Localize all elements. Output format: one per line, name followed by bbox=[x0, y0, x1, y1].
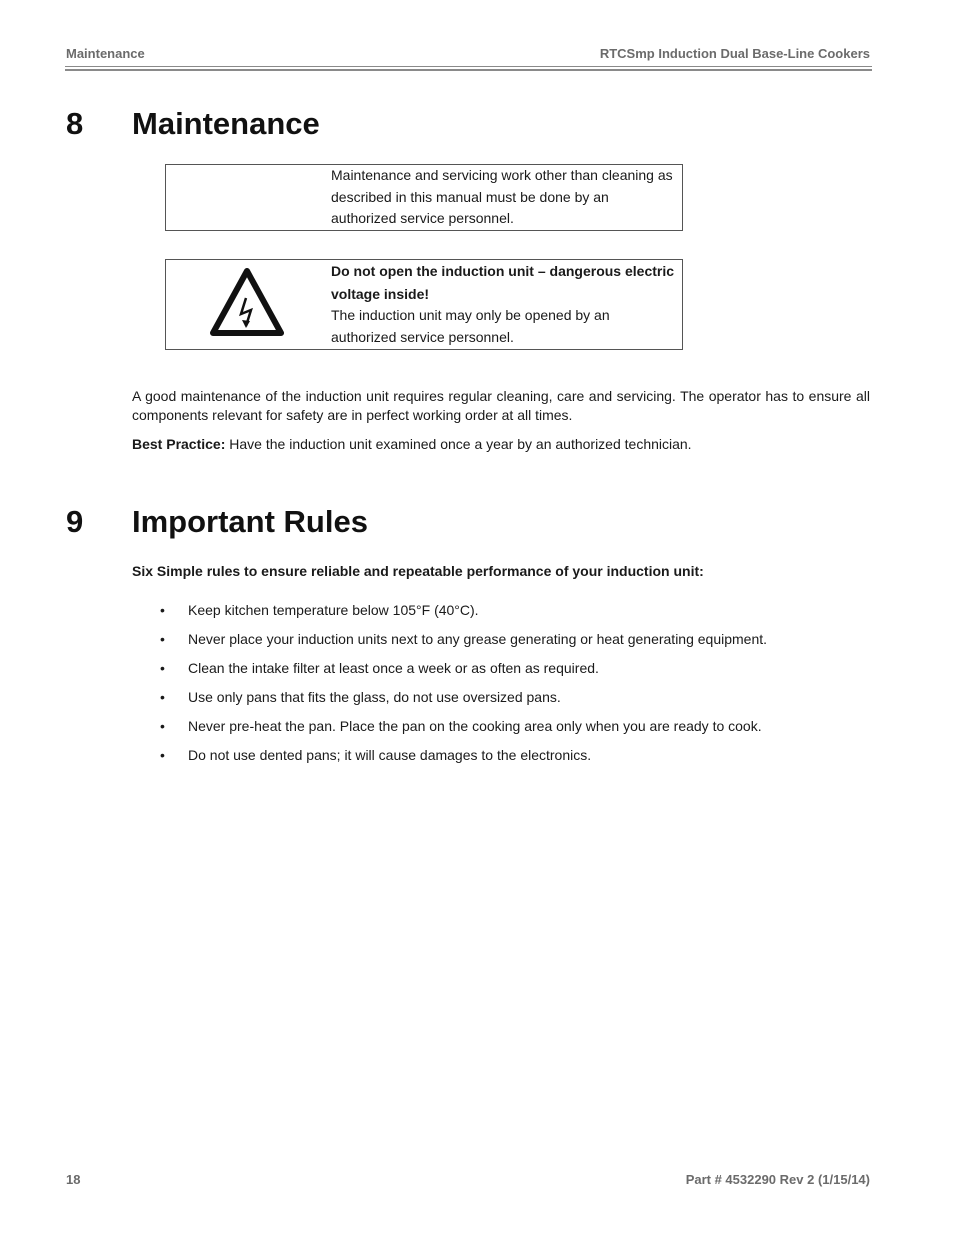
section-number: 8 bbox=[66, 106, 84, 141]
rule-text: Never pre-heat the pan. Place the pan on the cooking area only when you are ready to cook. bbox=[188, 718, 762, 734]
rule-text: Keep kitchen temperature below 105°F (40°C). bbox=[188, 602, 479, 618]
page-number: 18 bbox=[66, 1172, 81, 1187]
section-9-heading bbox=[66, 504, 566, 544]
warning-text bbox=[331, 260, 674, 348]
running-header-title: RTCSmp Induction Dual Base-Line Cookers bbox=[599, 46, 870, 61]
section-title: Maintenance bbox=[132, 106, 320, 141]
rule-text: Do not use dented pans; it will cause damages to the electronics. bbox=[188, 747, 592, 763]
maintenance-paragraph: A good maintenance of the induction unit requires regular cleaning, care and servicing. The operator has to ensure all components relevant for safety are in perfect working order at all times. bbox=[132, 388, 870, 423]
list-item bbox=[160, 717, 860, 746]
electric-hazard-warning-icon bbox=[210, 268, 284, 336]
warning-box-voltage bbox=[165, 259, 683, 350]
part-number: Part # 4532290 Rev 2 (1/15/14) bbox=[685, 1172, 870, 1187]
running-header-section: Maintenance bbox=[66, 46, 145, 61]
rule-text: Clean the intake filter at least once a week or as often as required. bbox=[188, 660, 599, 676]
bullet: • bbox=[160, 660, 165, 676]
list-item bbox=[160, 601, 860, 630]
list-item bbox=[160, 630, 860, 659]
bullet: • bbox=[160, 631, 165, 647]
rules-intro: Six Simple rules to ensure reliable and repeatable performance of your induction unit: bbox=[132, 563, 704, 579]
notice-box-servicing bbox=[165, 164, 683, 231]
best-practice-label: Best Practice: bbox=[132, 436, 226, 452]
notice-text: Maintenance and servicing work other than cleaning as described in this manual must be done by an authorized service personnel. bbox=[331, 167, 673, 226]
rule-text: Use only pans that fits the glass, do not use oversized pans. bbox=[188, 689, 561, 705]
warning-bold-text: Do not open the induction unit – dangerous electric voltage inside! bbox=[331, 263, 675, 302]
bullet: • bbox=[160, 602, 165, 618]
rules-list bbox=[160, 601, 860, 775]
list-item bbox=[160, 746, 860, 775]
list-item bbox=[160, 659, 860, 688]
section-number: 9 bbox=[66, 504, 84, 539]
best-practice-text: Have the induction unit examined once a year by an authorized technician. bbox=[229, 436, 692, 452]
warning-body-text: The induction unit may only be opened by an authorized service personnel. bbox=[331, 307, 610, 345]
section-8-heading bbox=[66, 106, 566, 146]
section-title: Important Rules bbox=[132, 504, 368, 539]
header-rule-double bbox=[65, 69, 872, 71]
bullet: • bbox=[160, 689, 165, 705]
list-item bbox=[160, 688, 860, 717]
bullet: • bbox=[160, 718, 165, 734]
header-rule bbox=[65, 66, 872, 67]
best-practice-paragraph bbox=[132, 435, 870, 454]
rule-text: Never place your induction units next to any grease generating or heat generating equipment. bbox=[188, 631, 768, 647]
bullet: • bbox=[160, 747, 165, 763]
